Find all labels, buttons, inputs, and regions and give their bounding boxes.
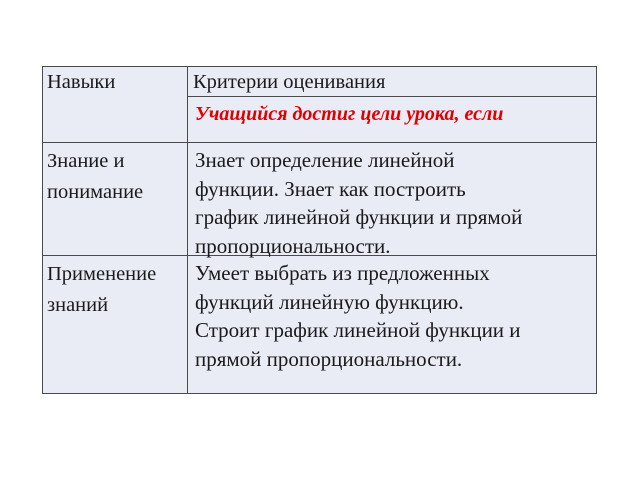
row-1-skill-line-1: Знание и bbox=[47, 150, 125, 172]
skills-header: Навыки bbox=[47, 71, 116, 93]
row-2-criteria-line-3: Строит график линейной функции и bbox=[195, 318, 521, 342]
row-1-skill-line-2: понимание bbox=[47, 181, 144, 203]
evaluation-criteria-table bbox=[42, 66, 597, 394]
row-1-criteria-line-3: график линейной функции и прямой bbox=[195, 205, 523, 229]
row-2-skill-line-1: Применение bbox=[47, 263, 157, 285]
row-2-criteria-line-2: функций линейную функцию. bbox=[195, 289, 464, 314]
row-2-criteria-line-4: прямой пропорциональности. bbox=[195, 346, 463, 371]
criteria-header: Критерии оценивания bbox=[193, 71, 386, 93]
row-divider-1 bbox=[43, 142, 596, 143]
row-2-skill-line-2: знаний bbox=[47, 294, 109, 316]
row-1-criteria-line-1: Знает определение линейной bbox=[195, 148, 455, 172]
row-2-criteria-line-1: Умеет выбрать из предложенных bbox=[195, 261, 490, 285]
row-1-criteria-line-4: пропорциональности. bbox=[195, 233, 391, 258]
criteria-subheading: Учащийся достиг цели урока, если bbox=[195, 103, 504, 125]
row-1-criteria-line-2: функции. Знает как построить bbox=[195, 176, 466, 201]
column-divider bbox=[187, 67, 188, 393]
